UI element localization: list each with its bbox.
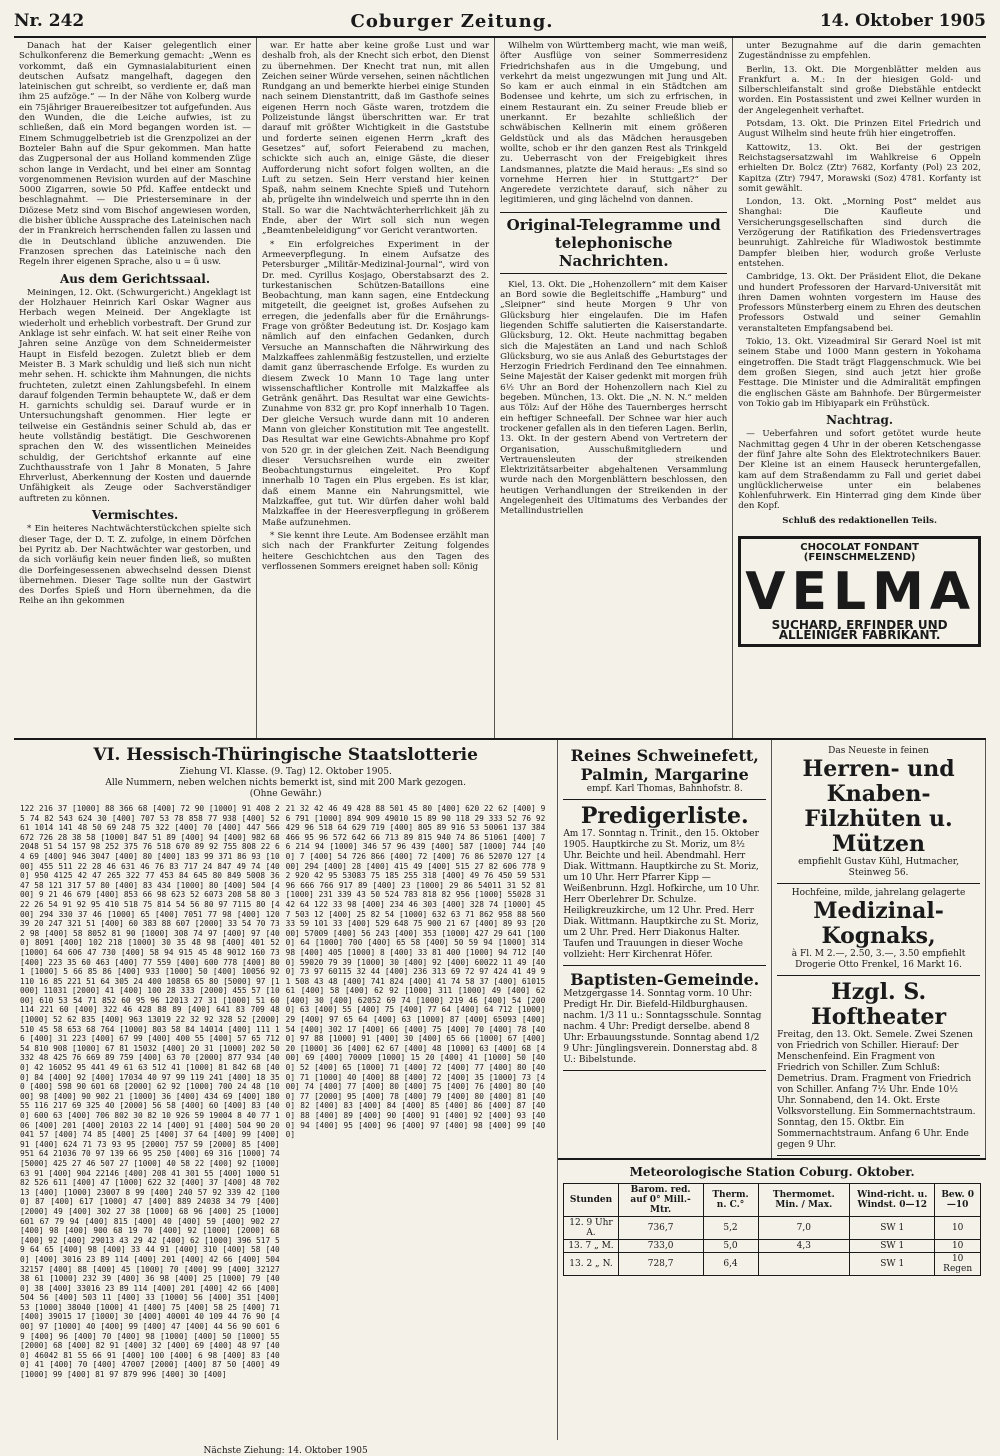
article-text: Kattowitz, 13. Okt. Bei der gestrigen Reichstagsersatzwahl im Wahlkreise 6 Oppeln erhielten Dr. Bolcz (Ztr) 7682, Korfanty (Pol) 23 202, Kapitza (Ztr) 7947, Morawski (Soz) 4781. Korfanty ist somit gewählt. — [738, 142, 981, 194]
article-text: * Ein erfolgreiches Experiment in der Armeeverpflegung. In einem Aufsatze des Petersburger „Militär-Medizinal-Journal“, wird von Dr. med. Cyrillus Kosjago, Oberstabsarzt des 2. turkestanischen Schützen-Bataillons eine Beobachtung, man kann sagen, eine Entdeckung mitgeteilt, die geeignet ist, großes Aufsehen zu erregen, die jedenfalls aber für die Ernährungs-Frage von größter Bedeutung ist. Dr. Kosjago kam nämlich auf den einfachen Gedanken, durch Versuche an Mannschaften die Nährwirkung des Malzkaffees zahlenmäßig festzustellen, und erzielte damit ganz überraschende Erfolge. Es wurden zu diesem Zweck 10 Mann 10 Tage lang unter wissenschaftlicher Kontrolle mit Malzkaffee als Getränk genährt. Das Resultat war eine Gewichts-Zunahme von 832 gr. pro Kopf innerhalb 10 Tagen. Der gleiche Versuch wurde dann mit 10 anderen Mann von gleicher Konstitution mit Tee angestellt. Das Resultat war eine Gewichts-Abnahme pro Kopf von 520 gr. in der gleichen Zeit. Nach Beendigung dieser Versuchsreihen wurde ein zweiter Beobachtungsturnus eingeleitet. Pro Kopf innerhalb 10 Tagen ein Plus ergeben. Es ist klar, daß einem Manne ein Nahrungsmittel, wie Malzkaffee, gut tut. Wir dürfen daher wohl bald Malzkaffee in der Heeresverpflegung in größerem Maße aufzunehmen. — [262, 239, 490, 528]
column-2 — [257, 38, 495, 738]
column-4 — [733, 38, 986, 738]
next-draw-note: Nächste Ziehung: 14. Oktober 1905 — [203, 1446, 368, 1456]
ad-text: à Fl. M 2.—, 2.50, 3.—, 3.50 empfiehlt Drogerie Otto Frenkel, 16 Markt 16. — [791, 949, 966, 970]
ad-title: Predigerliste. — [580, 803, 749, 829]
masthead — [14, 6, 986, 38]
weather-cell: 12. 9 Uhr A. — [564, 1217, 618, 1240]
ad-column-left — [558, 740, 772, 1158]
weather-header: Thermomet. Min. / Max. — [758, 1184, 850, 1217]
ad-title: Reines Schweinefett, Palmin, Margarine — [570, 746, 759, 784]
weather-header: Bew. 0—10 — [935, 1184, 981, 1217]
weather-header: Barom. red. auf 0° Mill.-Mtr. — [618, 1184, 703, 1217]
ad-hoftheater — [777, 976, 980, 1156]
table-row — [564, 1240, 981, 1253]
article-misc: * Ein heiteres Nachtwächterstückchen spielte sich dieser Tage, der D. T. Z. zufolge, in einem Dörfchen bei Pyritz ab. Der Nachtwächter war gestorben, und da sich vorläufig kein neuer finden ließ, so mußten die Dorfeingesessenen abwechselnd dessen Dienst übernehmen. Dieser Tage sollte nun der Gastwirt des Dorfes Spieß und Horn übernehmen, da die Reihe an ihn gekommen — [19, 524, 251, 607]
weather-title: Meteorologische Station Coburg. Oktober. — [629, 1165, 915, 1179]
weather-cell: 5,2 — [703, 1217, 758, 1240]
ad-intro: Hochfeine, milde, jahrelang gelagerte — [791, 888, 966, 898]
lottery-note: Alle Nummern, neben welchen nichts bemerkt ist, sind mit 200 Mark gezogen. — [105, 778, 466, 788]
ad-text: empfiehlt Gustav Kühl, Hutmacher, Steinweg 56. — [798, 857, 959, 878]
weather-cell: SW 1 — [850, 1217, 935, 1240]
ad-intro: Das Neueste in feinen — [828, 746, 929, 756]
ad-kognaks — [777, 884, 980, 976]
ad-filzhuete — [777, 742, 980, 884]
issue-date: 14. Oktober 1905 — [819, 11, 986, 31]
article-text: Wilhelm von Württemberg macht, wie man weiß, öfter Ausflüge von seiner Sommerresidenz Friedrichshafen aus in die Umgebung, und verkehrt da meist ungezwungen mit Jung und Alt. So kam er auch einmal in ein Städtchen am Bodensee und kehrte, um sich zu erfrischen, in einem Restaurant ein. Zu seiner Freude blieb er unerkannt. Er bezahlte schließlich der schwäbischen Kellnerin mit einem größeren Geldstück und als das Mädchen herausgeben wollte, schob er ihr den ganzen Rest als Trinkgeld zu. Ueberrascht von der Freigebigkeit ihres Landsmannes, platzte die Maid heraus: „Es sind so vornehme Herren hier in Stuttgart?“ Der Angeredete verzichtete darauf, sich näher zu legitimieren, und ging lächelnd von dannen. — [500, 41, 728, 206]
section-heading-court: Aus dem Gerichtssaal. — [59, 271, 210, 286]
lottery-number-columns — [20, 804, 551, 1444]
lottery-draw-info: Ziehung VI. Klasse. (9. Tag) 12. Oktober 1905. — [179, 767, 392, 777]
ad-text: Am 17. Sonntag n. Trinit., den 15. Oktober 1905. Hauptkirche zu St. Moriz, um 8½ Uhr. Beichte und heil. Abendmahl. Herr Diak. Wittmann. Hauptkirche zu St. Moriz, um 10 Uhr. Herr Pfarrer Kipp — Weißenbrunn. Hzgl. Hofkirche, um 10 Uhr. Herr Oberlehrer Dr. Schulze. Heiligkreuzkirche, um 12 Uhr. Pred. Herr Diak. Wittmann. Hauptkirche zu St. Moriz, um 2 Uhr. Pred. Herr Diakonus Halter. Taufen und Trauungen in dieser Woche vollzieht: Herr Kirchenrat Höfer. — [563, 829, 760, 960]
newspaper-title: Coburger Zeitung. — [350, 10, 554, 32]
weather-header: Wind-richt. u. Windst. 0—12 — [850, 1184, 935, 1217]
velma-line-3: SUCHARD, ERFINDER UND ALLEINIGER FABRIKANT. — [771, 617, 948, 642]
ad-schweinefett — [563, 742, 766, 800]
weather-cell: 10 — [935, 1240, 981, 1253]
article-text: Cambridge, 13. Okt. Der Präsident Eliot, die Dekane und hundert Professoren der Harvard-Universität mit ihren Damen wohnten vorgestern im Hause des Professors Münsterberg einem zu Ehren des deutschen Professors Ostwald und seiner Gemahlin veranstalteten Empfangsabend bei. — [738, 272, 981, 334]
lottery-numbers-right: 21 32 42 46 49 428 88 501 45 80 [400] 620 22 62 [400] 96 791 [1000] 894 909 49010 15 89 90 118 29 333 52 76 92 429 96 518 64 629 719 [400] 805 89 916 53 50061 137 384 466 95 96 572 642 66 713 89 815 940 74 86 51061 [400] 76 214 94 [1000] 346 57 96 439 [400] 587 [1000] 744 [400] 7 [400] 54 726 866 [400] 72 [400] 76 86 52070 127 [400] 294 [400] 28 [400] 415 49 [400] 515 27 82 606 778 92 920 42 95 53083 75 185 255 318 [400] 49 76 450 59 531 96 666 766 917 89 [400] 23 [1000] 29 86 54011 31 52 81 [1000] 231 339 43 50 524 783 818 82 956 [1000] 55028 31 42 64 122 33 98 [400] 234 46 303 [400] 328 74 [1000] 457 503 12 [400] 25 82 54 [1000] 632 63 71 862 958 88 56033 59 101 33 [400] 529 648 75 900 21 67 [400] 89 93 [2000] 57009 [400] 56 243 [400] 353 [1000] 427 29 641 [1000] 64 [1000] 700 [400] 65 58 [400] 50 59 94 [1000] 314 98 [400] 405 [1000] 8 [400] 33 81 400 [1000] 94 712 [400] 59020 79 39 [1000] 30 [400] 92 [400] 60022 11 49 [400] 73 97 60115 32 44 [400] 236 313 69 72 97 424 41 49 91 508 43 48 [400] 741 824 [400] 41 74 58 37 [400] 61015 61 [400] 58 [400] 62 92 [1000] 311 [1000] 49 [400] 62 [400] 30 [400] 62052 69 74 [1000] 219 46 [400] 54 [2000] 63 [400] 55 [400] 75 [400] 77 64 [400] 64 712 [1000] 29 [400] 97 65 64 [400] 63 [1000] 87 [400] 65093 [400] 54 [400] 302 17 [400] 66 [400] 75 [400] 70 [400] 78 [400] 97 88 [1000] 91 [400] 30 [400] 65 66 [1000] 67 [400] 20 [1000] 36 [400] 62 67 [400] 48 [1000] 63 [400] 68 [400] 69 [400] 70009 [1000] 15 20 [400] 41 [1000] 50 [400] 52 [400] 65 [1000] 71 [400] 72 [400] 77 [400] 80 [400] 71 [1000] 40 [400] 88 [400] 72 [400] 35 [1000] 73 [400] 74 [400] 77 [400] 80 [400] 75 [400] 76 [400] 80 [400] 77 [2000] 95 [400] 78 [400] 79 [400] 80 [400] 81 [400] 82 [400] 83 [400] 84 [400] 85 [400] 86 [400] 87 [400] 88 [400] 89 [400] 90 [400] 91 [400] 92 [400] 93 [400] 94 [400] 95 [400] 96 [400] 97 [400] 98 [400] 99 [400] — [285, 804, 546, 1140]
weather-cell: 10 — [935, 1217, 981, 1240]
article-text: Tokio, 13. Okt. Vizeadmiral Sir Gerard Noel ist mit seinem Stabe und 1000 Mann gestern in Yokohama eingetroffen. Die Stadt trägt Flaggenschmuck. Wie bei dem großen Siegen, sind auch jetzt hier große Festtage. Die Minister und die Admiralität empfingen die englischen Gäste am Bahnhofe. Der Bürgermeister von Tokio gab im Hibiyapark ein Frühstück. — [738, 337, 981, 409]
section-heading-late: Nachtrag. — [826, 413, 894, 428]
article-text: Potsdam, 13. Okt. Die Prinzen Eitel Friedrich und August Wilhelm sind heute früh hier eingetroffen. — [738, 119, 981, 140]
ad-baptisten — [563, 966, 766, 1071]
table-row — [564, 1217, 981, 1240]
weather-station-table — [558, 1158, 986, 1279]
end-of-editorial: Schluß des redaktionellen Teils. — [782, 515, 937, 526]
article-text: war. Er hatte aber keine große Lust und war deshalb froh, als der Knecht sich erbot, den Dienst zu übernehmen. Der Knecht trat nun, mit allen Zeichen seiner Würde versehen, seinen nächtlichen Rundgang an und bemerkte hierbei einige Stunden nach seinem Dienstantritt, daß im Gasthofe seines eigenen Herrn noch Gäste waren, trotzdem die Polizeistunde längst überschritten war. Er trat darauf mit größter Wichtigkeit in die Gaststube und forderte seinen eigenen Herrn „kraft des Gesetzes“ auf, sofort Feierabend zu machen, schickte sich auch an, einige Gäste, die dieser Aufforderung nicht sofort folgen wollten, an die Luft zu setzen. Sein Herr verstand hier keinen Spaß, nahm seinem Knechte Spieß und Tutehorn ab, prügelte ihn windelweich und sperrte ihn in den Stall. So war die Nachtwächterherrlichkeit jäh zu Ende, aber der Wirt soll sich nun wegen „Beamtenbeleidigung“ vor Gericht verantworten. — [262, 41, 490, 237]
section-heading-misc: Vermischtes. — [91, 508, 179, 523]
weather-cell: 10 Regen — [935, 1253, 981, 1276]
article-telegrams: Kiel, 13. Okt. Die „Hohenzollern“ mit dem Kaiser an Bord sowie die Begleitschiffe „Hamburg“ und „Sleipner“ sind heute Morgen 9 Uhr von Glücksburg hier eingelaufen. Die im Hafen liegenden Schiffe salutierten die Kaiserstandarte. Glücksburg, 12. Okt. Heute nachmittag begaben sich die Majestäten an Land und nach Schloß Glücksburg, wo sie aus Anlaß des Geburtstages der Herzogin Friedrich Ferdinand den Tee einnahmen. Seine Majestät der Kaiser gedenkt mit morgen früh 6½ Uhr an Bord der Hohenzollern nach Kiel zu begeben. München, 13. Okt. Die „N. N. N.“ melden aus Tölz: Auf der Höhe des Tauernberges herrscht ein heftiger Schneefall. Der Schnee war hier auch trockener gefallen als in den tieferen Lagen. Berlin, 13. Okt. In der gestern Abend von Vertretern der Organisation, Ausschußmitgliedern und Vertrauensleuten der streikenden Elektrizitätsarbeiter abgehaltenen Versammlung wurde nach den Morgenblättern beschlossen, den heutigen Verhandlungen der Streikenden in der Angelegenheit des Ultimatums des Verbandes der Metallindustriellen — [500, 279, 728, 517]
ad-title: Herren- und Knaben-Filzhüten u. Mützen — [802, 756, 955, 857]
ad-title: Hzgl. S. Hoftheater — [811, 979, 947, 1030]
article-text: unter Bezugnahme auf die darin gemachten Zugeständnisse zu empfehlen. — [738, 41, 981, 62]
weather-data — [563, 1183, 981, 1276]
velma-advertisement — [738, 536, 981, 647]
lower-section — [14, 740, 986, 1456]
article-text: Danach hat der Kaiser gelegentlich einer Schulkonferenz die Bemerkung gemacht: „Wenn es vorkommt, daß ein Gymnasialabiturient einen deutschen Aufsatz mangelhaft, dagegen den lateinischen gut schreibt, so verdiente er, daß man ihm 25 aufzöge.“ — In der Nähe von Kolberg wurde ein 75jähriger Brauereibesitzer tot aufgefunden. Aus den Wunden, die die Leiche aufwies, ist zu schließen, daß ein Mord begangen worden ist. — Einem Schmuggelbetrieb ist die Grenzpolizei an der Bozteler Bahn auf die Spur gekommen. Man hatte das Zugpersonal der aus Holland kommenden Züge schon lange in Verdacht, und bei einer am Sonntag vorgenommenen Revision wurden auf der Maschine 5000 Zigarren, sowie 50 Pfd. Kaffee entdeckt und beschlagnahmt. — Die Priesterseminare in der Diözese Metz sind vom Bischof angewiesen worden, die bisher übliche Aussprache des Lateinischen nach der in Frankreich herrschenden fallen zu lassen und die in Deutschland übliche anzuwenden. Die Franzosen sprechen das Lateinische nach den Regeln ihrer eigenen Sprache, also u = ü usw. — [19, 41, 251, 268]
weather-cell: 736,7 — [618, 1217, 703, 1240]
lottery-numbers-left: 122 216 37 [1000] 88 366 68 [400] 72 90 [1000] 91 408 25 74 82 543 624 30 [400] 707 53 78 858 77 938 [400] 52 61 1014 141 48 50 69 248 75 322 [400] 70 [400] 447 566 672 726 28 38 58 [1000] 847 51 89 [400] 94 [400] 982 68 2048 51 54 157 98 252 375 76 518 670 89 92 755 808 22 64 69 [400] 946 3047 [400] 80 [400] 183 99 371 86 93 [1000] 455 511 22 28 46 631 46 76 83 717 24 847 49 74 [400] 950 4125 42 47 265 322 77 453 84 645 80 849 5008 36 47 58 121 317 57 80 [400] 83 434 [1000] 80 [400] 504 [400] 9 21 46 679 [400] 853 66 98 623 52 6073 208 58 80 322 26 54 91 92 95 410 518 75 814 54 56 80 97 7115 80 [400] 294 330 37 46 [1000] 65 [400] 7051 77 98 [400] 120 39 20 247 321 51 [400] 60 383 88 607 [2000] 33 54 70 732 98 [400] 58 8052 81 90 [1000] 308 74 97 [400] 97 [400] 8091 [400] 102 218 [1000] 30 35 48 98 [400] 401 52 [1000] 64 606 47 730 [400] 58 94 915 45 48 9012 160 73 [400] 223 35 60 463 [400] 77 559 [400] 600 778 [400] 801 [1000] 5 66 85 86 [400] 933 [1000] 50 [400] 10056 92 110 16 85 221 51 64 305 24 400 10858 65 80 [5000] 97 [1000] 11031 [2000] 41 [400] 100 28 333 [2000] 455 57 [1000] 610 53 54 71 852 60 95 96 12013 27 31 [1000] 51 60 114 221 60 [400] 322 46 428 88 89 [400] 641 83 709 48 [1000] 52 62 835 [400] 963 13019 22 32 92 328 52 [2000] 510 45 58 653 68 764 [1000] 803 58 84 14014 [400] 111 16 [400] 31 223 [400] 67 99 [400] 400 55 [400] 57 65 712 54 810 908 [1000] 67 81 15032 [400] 20 31 [1000] 202 50 332 48 425 76 669 89 759 [400] 63 70 [2000] 877 934 [400] 42 16052 95 441 49 61 63 512 41 [1000] 81 842 68 [400] 84 [400] 92 [400] 17034 40 97 99 119 241 [400] 18 350 [400] 598 90 601 68 [2000] 62 92 [1000] 700 24 48 [1000] 98 [400] 90 902 21 [1000] 36 [400] 434 69 [400] 18055 116 217 69 325 40 [2000] 56 58 [400] 60 [400] 83 [400] 600 63 [400] 706 802 30 82 10 926 59 19004 8 40 77 106 [400] 201 [400] 20103 22 14 [400] 91 [400] 504 90 20041 57 [400] 74 85 [400] 25 [400] 37 64 [400] 99 [400] 91 [400] 624 71 73 93 95 [2000] 757 59 [2000] 85 [400] 951 64 21036 70 97 139 66 95 250 [400] 69 316 [1000] 74 [5000] 425 27 46 507 27 [1000] 40 58 22 [400] 92 [1000] 63 91 [400] 904 22146 [400] 208 41 301 55 [400] 1000 51 82 526 611 [400] 47 [1000] 622 32 [400] 37 [400] 48 702 13 [400] [1000] 23007 8 99 [400] 240 57 92 339 42 [1000] 87 [400] 617 [1000] 47 [400] 889 24038 34 79 [400] [2000] 49 [400] 302 27 38 [1000] 68 96 [400] 25 [1000] 601 67 79 94 [400] 815 [400] 40 [400] 59 [400] 902 27 [400] 98 [400] 900 68 19 70 [400] 92 [1000] [2000] 68 [400] 92 [400] 29013 43 29 42 [400] 62 [1000] 396 517 59 64 65 [400] 98 [400] 33 44 91 [400] 310 [400] 58 [400] [400] 3016 23 89 114 [400] 201 [400] 42 66 [400] 504 32157 [400] 88 [400] 45 [1000] 70 [400] 99 [400] 32127 38 61 [1000] 232 39 [400] 36 98 [400] 25 [1000] 79 [400] 38 [400] 33016 23 89 114 [400] 201 [400] 42 66 [400] 504 56 [400] 503 11 [400] 33 [1000] 56 [400] 351 [400] 53 [1000] 38040 [1000] 41 [400] 75 [400] 58 25 [400] 71 [400] 39015 17 [1000] 30 [400] 40001 40 109 44 76 90 [400] 97 [1000] 40 [400] 99 [400] 47 [400] 44 56 90 601 69 [400] 96 [400] 70 [400] 98 [1000] [400] 50 [1000] 55 [2000] 68 [400] 82 91 [400] 32 [400] 69 [400] 48 97 [400] 46042 81 55 66 91 [400] 100 [400] 6 98 [400] 83 [400] 41 [400] 70 [400] 47007 [2000] [400] 87 50 [400] 49 [1000] 99 [400] 81 97 879 996 [400] 30 [400] — [20, 804, 280, 1380]
weather-cell: 13. 2 „ N. — [564, 1253, 618, 1276]
weather-cell: 728,7 — [618, 1253, 703, 1276]
ad-column-right — [772, 740, 986, 1158]
weather-cell: SW 1 — [850, 1240, 935, 1253]
weather-cell: 4,3 — [758, 1240, 850, 1253]
weather-cell: 7,0 — [758, 1217, 850, 1240]
article-late: — Ueberfahren und sofort getötet wurde heute Nachmittag gegen 4 Uhr in der oberen Ketschengasse der fünf Jahre alte Sohn des Elektrotechnikers Bauer. Der Kleine ist an einem Hauseck heruntergefallen, kam auf dem Straßendamm zu Fall und geriet dabei unglücklicherweise unter ein belabenes Kohlenfuhrwerk. Ein Hinterrad ging dem Kinde über den Kopf. — [738, 429, 981, 512]
article-text: * Sie kennt ihre Leute. Am Bodensee erzählt man sich nach der Frankfurter Zeitung folgendes heitere Geschichtchen aus den Tagen des verflossenen Sommers ereignet haben soll: König — [262, 530, 490, 572]
article-text: Berlin, 13. Okt. Die Morgenblätter melden aus Frankfurt a. M.: In der hiesigen Gold- und Silberschleifanstalt sind große Diebstähle entdeckt worden. Ein Postassistent und zwei Kellner wurden in der Angelegenheit verhaftet. — [738, 64, 981, 116]
weather-header: Stunden — [564, 1184, 618, 1217]
lottery-title: VI. Hessisch-Thüringische Staatslotterie — [93, 745, 478, 765]
velma-brand: VELMA — [745, 561, 977, 622]
weather-cell: SW 1 — [850, 1253, 935, 1276]
weather-cell — [758, 1253, 850, 1276]
issue-number: Nr. 242 — [14, 11, 85, 31]
weather-cell: 5,0 — [703, 1240, 758, 1253]
lottery-results — [14, 740, 558, 1456]
lottery-disclaimer: (Ohne Gewähr.) — [249, 789, 322, 799]
ad-title: Baptisten-Gemeinde. — [570, 970, 760, 989]
ad-title: Medizinal-Kognaks, — [813, 898, 944, 949]
ad-text: Freitag, den 13. Okt. Semele. Zwei Szenen von Friedrich von Schiller. Hierauf: Der Menschenfeind. Ein Fragment von Friedrich von Schiller. Zum Schluß: Demetrius. Dram. Fragment von Friedrich von Schiller. Anfang 7½ Uhr. Ende 10½ Uhr. Sonnabend, den 14. Okt. Erste Volksvorstellung. Ein Sommernachtstraum. Sonntag, den 15. Oktbr. Ein Sommernachtstraum. Anfang 6 Uhr. Ende gegen 9 Uhr. — [777, 1030, 976, 1150]
weather-header: Therm. n. C.° — [703, 1184, 758, 1217]
ad-predigerliste — [563, 800, 766, 966]
column-1 — [14, 38, 257, 738]
ad-text: empf. Karl Thomas, Bahnhofstr. 8. — [586, 784, 743, 794]
article-court: Meiningen, 12. Okt. (Schwurgericht.) Angeklagt ist der Holzhauer Heinrich Karl Oskar Wagner aus Herbach wegen Meineid. Der Angeklagte ist wiederholt und erheblich vorbestraft. Der Grund zur Anklage ist sehr einfach. W. hat seit einer Reihe von Jahren seine Anzüge von dem Schneidermeister Haupt in Eisfeld bezogen. Zuletzt blieb er dem Meister B. 3 Mark schuldig und ließ sich nun nicht mehr sehen. H. schickte ihm Mahnungen, die nichts fruchteten, zuletzt einen Zahlungsbefehl. In einem darauf folgenden Termin behauptete W., daß er dem H. garnichts schuldig sei. Darauf wurde er in Untersuchungshaft genommen. Hier legte er teilweise ein Geständnis seiner Schuld ab, das er heute vollständig bestätigt. Die Geschworenen sprachen den W. des wissentlichen Meineides schuldig, der Gerichtshof erkannte auf eine Zuchthausstrafe von 1 Jahr 8 Monaten, 5 Jahre Ehrverlust, Aberkennung der Kosten und dauernde Unfähigkeit als Zeuge oder Sachverständiger auftreten zu können. — [19, 287, 251, 504]
advertisements — [558, 740, 986, 1440]
column-3 — [495, 38, 733, 738]
weather-cell: 13. 7 „ M. — [564, 1240, 618, 1253]
table-row — [564, 1253, 981, 1276]
article-text: London, 13. Okt. „Morning Post“ meldet aus Shanghai: Die Kaufleute und Versicherungsgesellschaften sind durch die Verzögerung der Ratifikation des Friedensvertrages beunruhigt. Zahlreiche für Wladiwostok bestimmte Dampfer bleiben hier, wodurch große Verluste entstehen. — [738, 197, 981, 269]
section-heading-telegrams: Original-Telegramme und telephonische Nachrichten. — [500, 212, 727, 274]
news-section — [14, 38, 986, 740]
velma-line-1: CHOCOLAT FONDANT (FEINSCHMELZEND) — [800, 542, 919, 564]
ad-text: Metzgergasse 14. Sonntag vorm. 10 Uhr: Predigt Hr. Dir. Biefeld-Hildburghausen. nachm. 1/3 11 u.: Sonntagsschule. Sonntag nachm. 4 Uhr: Predigt derselbe. abend 8 Uhr: Erbauungsstunde. Sonntag abend 1/2 9 Uhr: Jünglingsverein. Donnerstag abd. 8 U.: Bibelstunde. — [563, 989, 762, 1065]
weather-cell: 733,0 — [618, 1240, 703, 1253]
weather-cell: 6,4 — [703, 1253, 758, 1276]
